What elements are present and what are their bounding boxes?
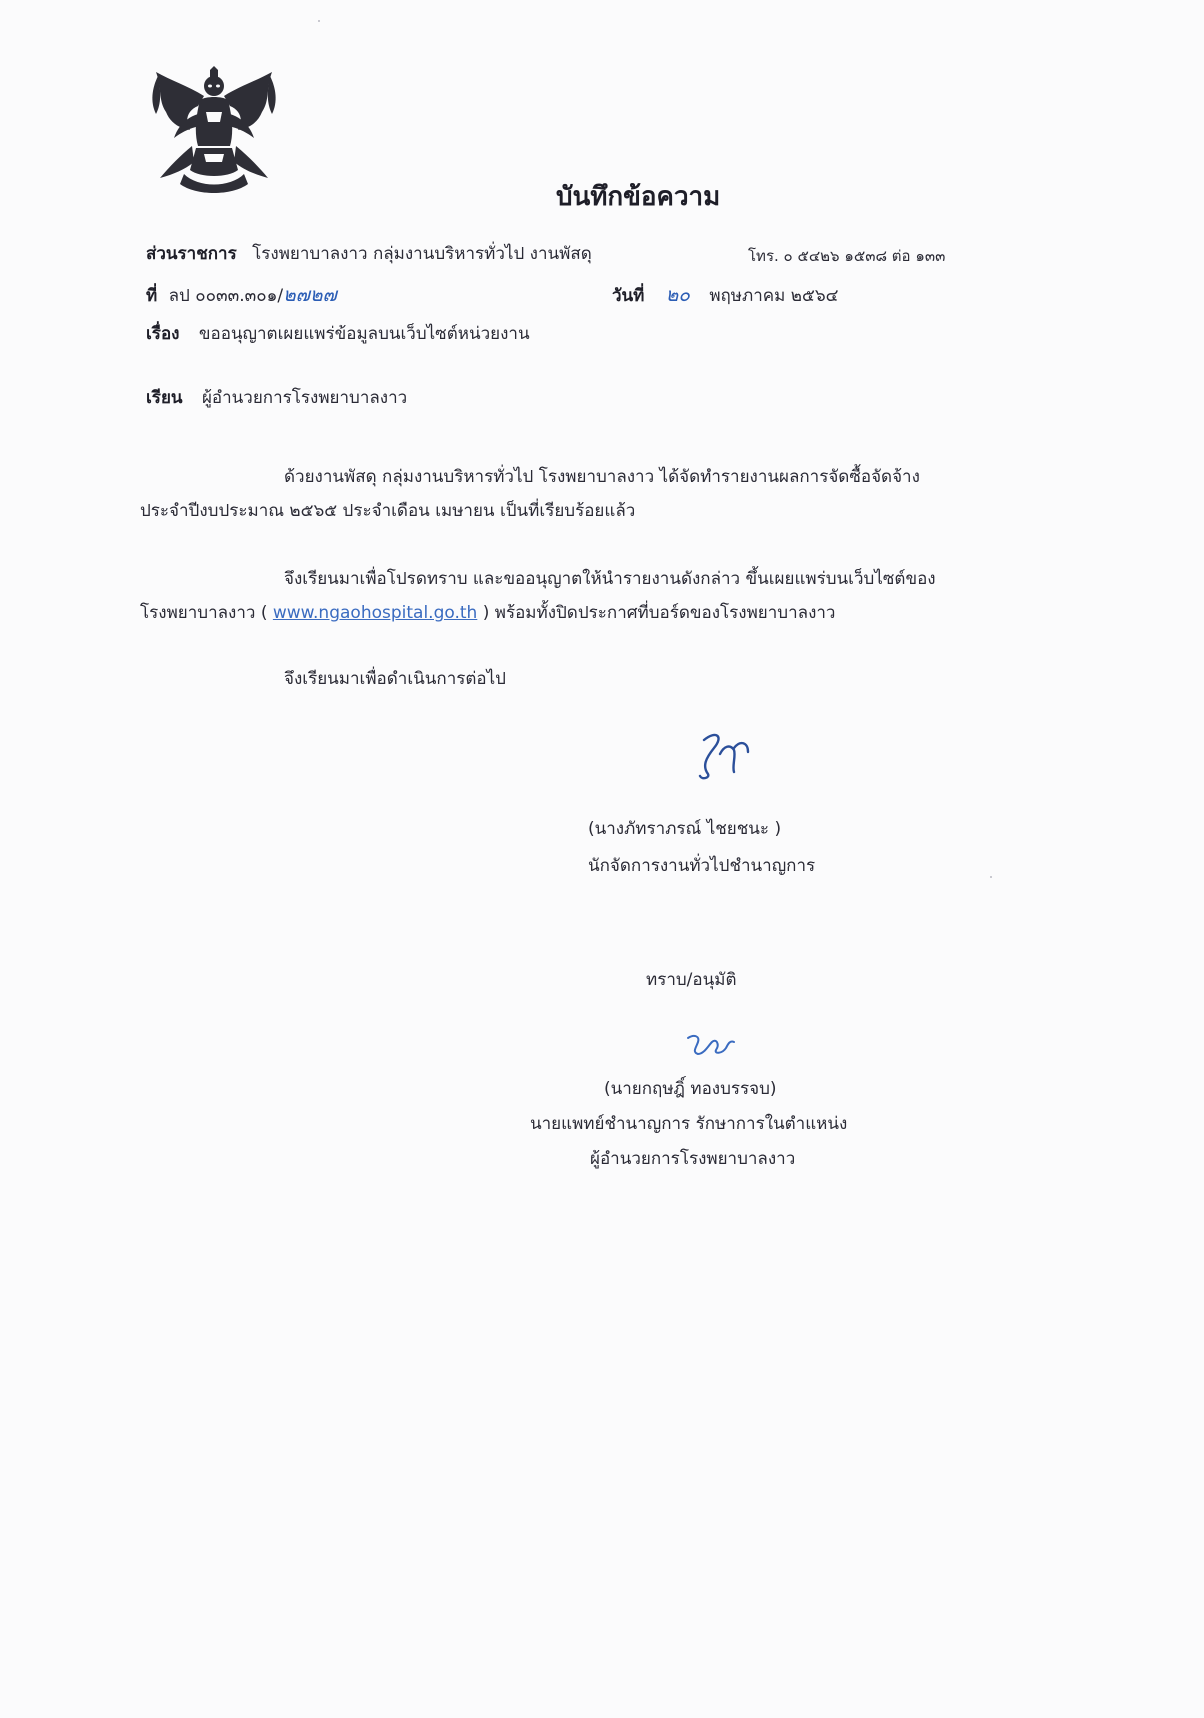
signer-2-position-2: ผู้อำนวยการโรงพยาบาลงาว [590, 1149, 796, 1169]
paragraph-3: จึงเรียนมาเพื่อดำเนินการต่อไป [284, 669, 506, 689]
document-title: บันทึกข้อความ [556, 182, 721, 212]
to-label: เรียน [146, 388, 183, 408]
subject-label: เรื่อง [146, 324, 180, 344]
signer-2-position-1: นายแพทย์ชำนาญการ รักษาการในตำแหน่ง [530, 1114, 848, 1134]
to-value: ผู้อำนวยการโรงพยาบาลงาว [201, 388, 408, 408]
paragraph-2-line-1: จึงเรียนมาเพื่อโปรดทราบ และขออนุญาตให้นำรายงานดังกล่าว ขึ้นเผยแพร่บนเว็บไซต์ของ [284, 569, 936, 589]
paragraph-1-line-1: ด้วยงานพัสดุ กลุ่มงานบริหารทั่วไป โรงพยาบาลงาว ได้จัดทำรายงานผลการจัดซื้อจัดจ้าง [284, 467, 920, 487]
paragraph-2-prefix: โรงพยาบาลงาว ( [140, 603, 273, 623]
website-link[interactable]: www.ngaohospital.go.th [272, 603, 478, 623]
signature-2-icon [684, 1030, 736, 1060]
signature-1-icon [690, 722, 760, 784]
approval-text: ทราบ/อนุมัติ [646, 970, 737, 990]
agency-label: ส่วนราชการ [146, 244, 237, 264]
reference-handwritten-number: ๒๗๒๗ [283, 284, 337, 306]
agency-row [146, 240, 592, 267]
subject-value: ขออนุญาตเผยแพร่ข้อมูลบนเว็บไซต์หน่วยงาน [198, 324, 530, 344]
paragraph-2-line-2 [140, 599, 835, 626]
paragraph-2-suffix: ) พร้อมทั้งปิดประกาศที่บอร์ดของโรงพยาบาลงาว [477, 603, 836, 623]
signer-1-name: (นางภัทราภรณ์ ไชยชนะ ) [588, 819, 782, 839]
date-label: วันที่ [612, 286, 645, 306]
reference-value: ลป ๐๐๓๓.๓๐๑/ [168, 286, 284, 306]
reference-row [146, 280, 337, 310]
agency-value: โรงพยาบาลงาว กลุ่มงานบริหารทั่วไป งานพัสดุ [252, 244, 592, 264]
date-handwritten-day: ๒๐ [665, 284, 690, 306]
agency-phone: โทร. ๐ ๕๔๒๖ ๑๕๓๘ ต่อ ๑๓๓ [748, 247, 946, 265]
scan-speck [318, 20, 320, 22]
to-row [146, 384, 407, 411]
scan-speck [990, 876, 992, 878]
subject-row [146, 320, 530, 347]
garuda-emblem-icon [148, 66, 280, 198]
date-row [612, 280, 838, 310]
signer-2-name: (นายกฤษฎิ์ ทองบรรจบ) [604, 1079, 777, 1099]
reference-label: ที่ [146, 286, 158, 306]
date-month-year: พฤษภาคม ๒๕๖๔ [709, 286, 839, 306]
signer-1-position: นักจัดการงานทั่วไปชำนาญการ [588, 856, 816, 876]
paragraph-1-line-2: ประจำปีงบประมาณ ๒๕๖๕ ประจำเดือน เมษายน เป็นที่เรียบร้อยแล้ว [140, 501, 636, 521]
